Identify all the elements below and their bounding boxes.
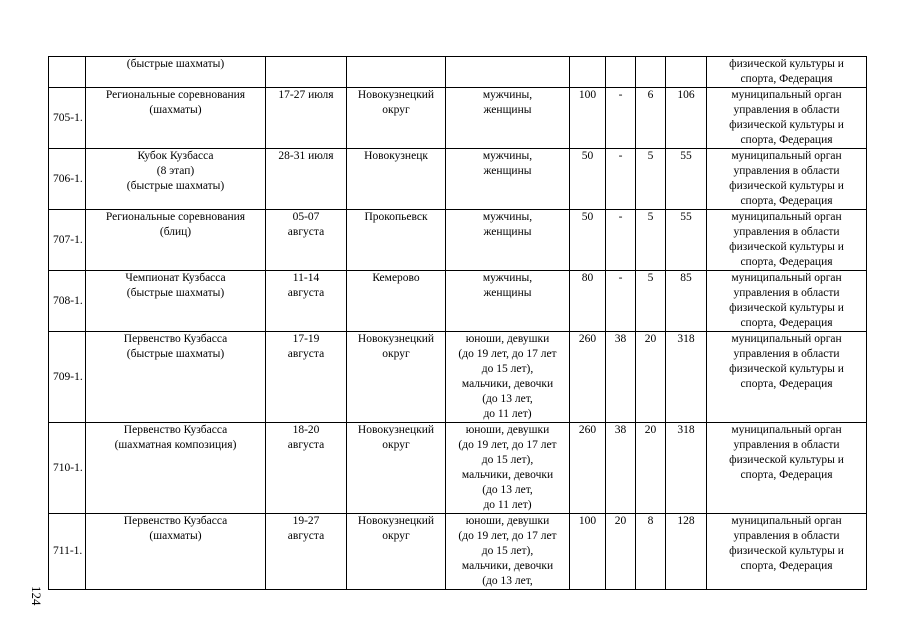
table-body bbox=[49, 57, 867, 590]
competition-schedule-table bbox=[48, 56, 867, 590]
count-total: 318 bbox=[666, 423, 707, 514]
event-name: Чемпионат Кузбасса (быстрые шахматы) bbox=[86, 271, 266, 332]
organizer: физической культуры и спорта, Федерация bbox=[707, 57, 867, 88]
organizer: муниципальный орган управления в области физической культуры и спорта, Федерация bbox=[707, 332, 867, 423]
organizer: муниципальный орган управления в области физической культуры и спорта, Федерация bbox=[707, 210, 867, 271]
participants: мужчины, женщины bbox=[446, 210, 570, 271]
event-dates: 17-19 августа bbox=[266, 332, 347, 423]
event-place: Новокузнецкий округ bbox=[347, 88, 446, 149]
event-place bbox=[347, 57, 446, 88]
page-number-text: 124 bbox=[29, 586, 44, 606]
count-coaches: - bbox=[606, 149, 636, 210]
table-row bbox=[49, 210, 867, 271]
event-name: (быстрые шахматы) bbox=[86, 57, 266, 88]
event-name: Первенство Кузбасса (шахматная композиция) bbox=[86, 423, 266, 514]
row-number: 705-1. bbox=[49, 88, 86, 149]
event-name: Региональные соревнования (шахматы) bbox=[86, 88, 266, 149]
table-row bbox=[49, 514, 867, 590]
page-number bbox=[26, 580, 46, 610]
organizer: муниципальный орган управления в области физической культуры и спорта, Федерация bbox=[707, 271, 867, 332]
count-athletes: 100 bbox=[570, 88, 606, 149]
count-total: 106 bbox=[666, 88, 707, 149]
participants: юноши, девушки (до 19 лет, до 17 лет до 15 лет), мальчики, девочки (до 13 лет, до 11 лет) bbox=[446, 332, 570, 423]
event-dates bbox=[266, 57, 347, 88]
participants: мужчины, женщины bbox=[446, 88, 570, 149]
count-athletes: 260 bbox=[570, 423, 606, 514]
row-number: 710-1. bbox=[49, 423, 86, 514]
organizer: муниципальный орган управления в области физической культуры и спорта, Федерация bbox=[707, 149, 867, 210]
count-coaches: - bbox=[606, 271, 636, 332]
count-judges: 5 bbox=[636, 271, 666, 332]
count-athletes bbox=[570, 57, 606, 88]
event-name: Региональные соревнования (блиц) bbox=[86, 210, 266, 271]
table-row bbox=[49, 271, 867, 332]
table-row bbox=[49, 57, 867, 88]
event-place: Новокузнецк bbox=[347, 149, 446, 210]
organizer: муниципальный орган управления в области физической культуры и спорта, Федерация bbox=[707, 423, 867, 514]
count-judges: 6 bbox=[636, 88, 666, 149]
count-coaches: - bbox=[606, 88, 636, 149]
count-judges: 20 bbox=[636, 332, 666, 423]
event-dates: 28-31 июля bbox=[266, 149, 347, 210]
count-total: 55 bbox=[666, 149, 707, 210]
event-name: Первенство Кузбасса (быстрые шахматы) bbox=[86, 332, 266, 423]
count-judges: 5 bbox=[636, 210, 666, 271]
event-place: Новокузнецкий округ bbox=[347, 423, 446, 514]
table-row bbox=[49, 423, 867, 514]
table-row bbox=[49, 332, 867, 423]
count-coaches bbox=[606, 57, 636, 88]
event-name: Первенство Кузбасса (шахматы) bbox=[86, 514, 266, 590]
count-athletes: 100 bbox=[570, 514, 606, 590]
event-name: Кубок Кузбасса (8 этап) (быстрые шахматы) bbox=[86, 149, 266, 210]
organizer: муниципальный орган управления в области физической культуры и спорта, Федерация bbox=[707, 88, 867, 149]
participants: юноши, девушки (до 19 лет, до 17 лет до 15 лет), мальчики, девочки (до 13 лет, bbox=[446, 514, 570, 590]
table-row bbox=[49, 88, 867, 149]
count-total: 128 bbox=[666, 514, 707, 590]
event-place: Новокузнецкий округ bbox=[347, 514, 446, 590]
participants: юноши, девушки (до 19 лет, до 17 лет до 15 лет), мальчики, девочки (до 13 лет, до 11 лет) bbox=[446, 423, 570, 514]
row-number: 707-1. bbox=[49, 210, 86, 271]
event-place: Кемерово bbox=[347, 271, 446, 332]
count-judges: 20 bbox=[636, 423, 666, 514]
participants: мужчины, женщины bbox=[446, 149, 570, 210]
count-coaches: 38 bbox=[606, 332, 636, 423]
count-athletes: 50 bbox=[570, 149, 606, 210]
row-number bbox=[49, 57, 86, 88]
count-judges: 5 bbox=[636, 149, 666, 210]
row-number: 711-1. bbox=[49, 514, 86, 590]
row-number: 708-1. bbox=[49, 271, 86, 332]
event-dates: 19-27 августа bbox=[266, 514, 347, 590]
event-dates: 05-07 августа bbox=[266, 210, 347, 271]
count-total: 55 bbox=[666, 210, 707, 271]
participants: мужчины, женщины bbox=[446, 271, 570, 332]
organizer: муниципальный орган управления в области физической культуры и спорта, Федерация bbox=[707, 514, 867, 590]
participants bbox=[446, 57, 570, 88]
event-dates: 17-27 июля bbox=[266, 88, 347, 149]
count-coaches: 20 bbox=[606, 514, 636, 590]
event-dates: 18-20 августа bbox=[266, 423, 347, 514]
event-place: Новокузнецкий округ bbox=[347, 332, 446, 423]
count-total: 318 bbox=[666, 332, 707, 423]
count-athletes: 50 bbox=[570, 210, 606, 271]
event-dates: 11-14 августа bbox=[266, 271, 347, 332]
count-judges bbox=[636, 57, 666, 88]
count-coaches: - bbox=[606, 210, 636, 271]
event-place: Прокопьевск bbox=[347, 210, 446, 271]
table-row bbox=[49, 149, 867, 210]
count-total bbox=[666, 57, 707, 88]
count-judges: 8 bbox=[636, 514, 666, 590]
count-athletes: 80 bbox=[570, 271, 606, 332]
count-athletes: 260 bbox=[570, 332, 606, 423]
row-number: 706-1. bbox=[49, 149, 86, 210]
count-coaches: 38 bbox=[606, 423, 636, 514]
row-number: 709-1. bbox=[49, 332, 86, 423]
count-total: 85 bbox=[666, 271, 707, 332]
